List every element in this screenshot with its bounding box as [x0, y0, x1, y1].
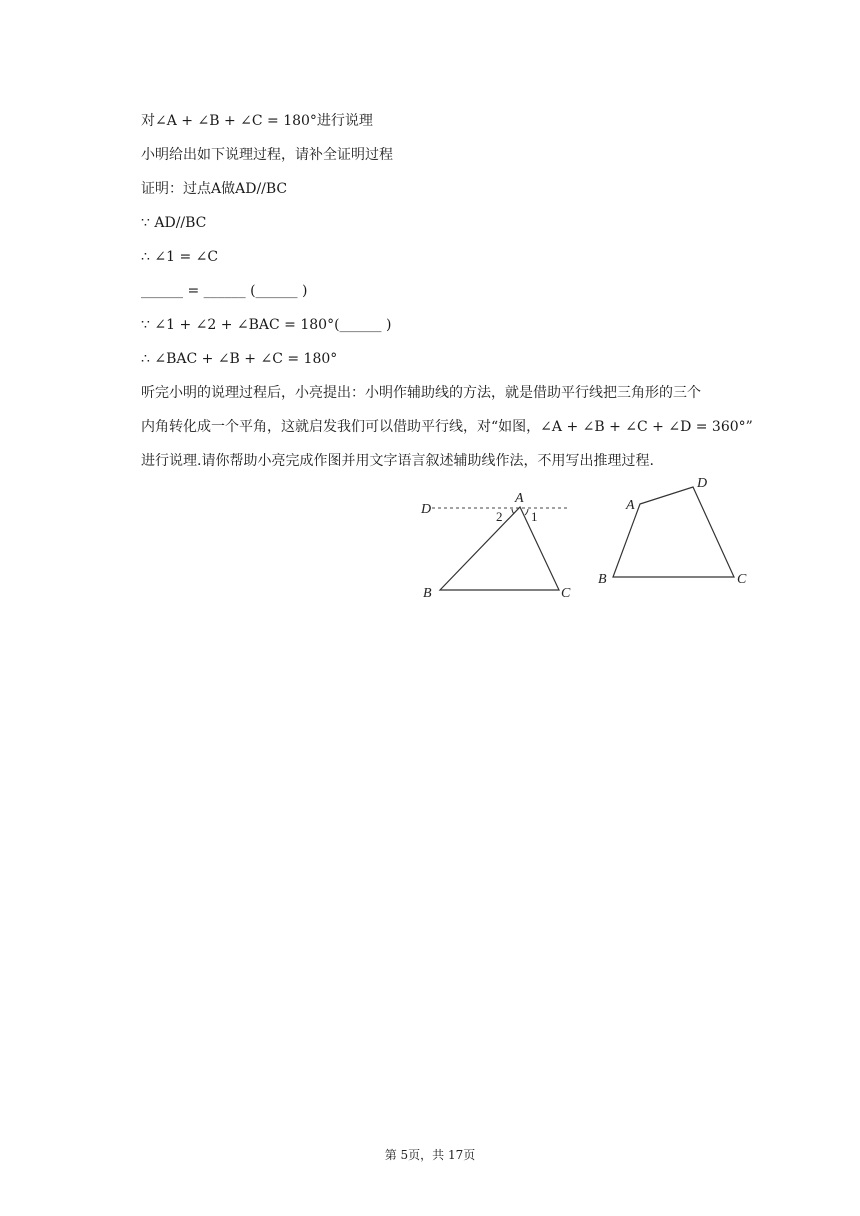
label-a: A: [626, 498, 635, 513]
page-footer: 第 5页，共 17页: [384, 1148, 476, 1162]
paragraph-line-1: 听完小明的说理过程后，小亮提出：小明作辅助线的方法，就是借助平行线把三角形的三个: [141, 385, 701, 401]
paragraph-line-2: 内角转化成一个平角，这就启发我们可以借助平行线，对“如图，∠A + ∠B + ∠C + ∠D = 360°”: [141, 419, 753, 435]
label-d: D: [697, 476, 708, 491]
proof-blank-line-2: ∵ ∠1 + ∠2 + ∠BAC = 180°(______ ): [141, 317, 392, 333]
label-c: C: [561, 586, 571, 601]
label-a: A: [515, 491, 524, 506]
label-c: C: [737, 572, 747, 587]
proof-line-3: ∴ ∠1 = ∠C: [141, 249, 219, 265]
angle-2-arc: [512, 509, 514, 514]
proof-blank-line-1: ______ = ______ (______ ): [141, 283, 308, 299]
angle-1-arc: [525, 509, 528, 515]
label-b: B: [423, 586, 432, 601]
label-b: B: [598, 572, 607, 587]
label-angle-1: 1: [531, 509, 538, 524]
label-angle-2: 2: [496, 509, 503, 524]
proof-line-2: ∵ AD//BC: [141, 215, 207, 231]
proof-conclusion: ∴ ∠BAC + ∠B + ∠C = 180°: [141, 351, 338, 367]
paragraph-line-3: 进行说理.请你帮助小亮完成作图并用文字语言叙述辅助线作法，不用写出推理过程.: [141, 453, 654, 469]
triangle-figure: [410, 484, 580, 604]
problem-line-1: 对∠A + ∠B + ∠C = 180°进行说理: [141, 113, 373, 129]
proof-line-1: 证明：过点A做AD//BC: [141, 181, 288, 197]
problem-line-2: 小明给出如下说理过程，请补全证明过程: [141, 147, 393, 163]
quadrilateral-figure: [595, 472, 760, 594]
label-d: D: [421, 502, 432, 517]
